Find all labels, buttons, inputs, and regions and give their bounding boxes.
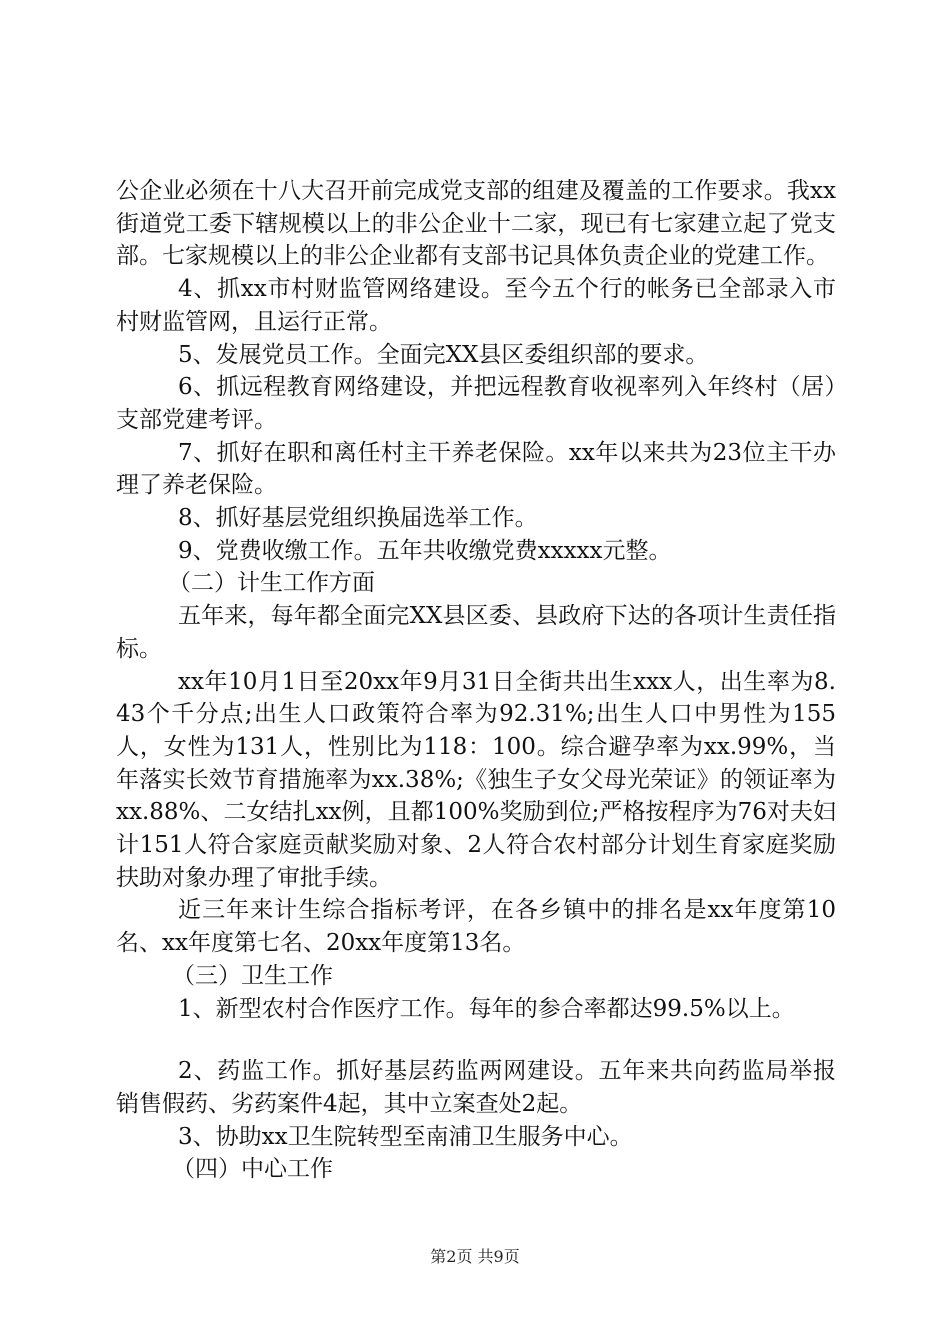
section-heading-family-planning: （二）计生工作方面 [168,570,375,597]
section-heading-central-work: （四）中心工作 [172,1156,333,1183]
paragraph-family-planning-ranking: 近三年来计生综合指标考评，在各乡镇中的排名是xx年度第10名、xx年度第七名、20xx年度第13名。 [116,897,836,957]
paragraph-item-8: 8、抓好基层党组织换届选举工作。 [178,505,538,532]
paragraph-item-7: 7、抓好在职和离任村主干养老保险。xx年以来共为23位主干办理了养老保险。 [116,439,836,499]
paragraph-item-6: 6、抓远程教育网络建设，并把远程教育收视率列入年终村（居）支部党建考评。 [116,374,836,433]
paragraph-continuation: 公企业必须在十八大召开前完成党支部的组建及覆盖的工作要求。我xx街道党工委下辖规模以上的非公企业十二家，现已有七家建立起了党支部。七家规模以上的非公企业都有支部书记具体负责企业的党建工作。 [116,178,836,270]
paragraph-family-planning-summary: 五年来，每年都全面完XX县区委、县政府下达的各项计生责任指标。 [116,603,836,662]
paragraph-health-item-2: 2、药监工作。抓好基层药监两网建设。五年来共向药监局举报销售假药、劣药案件4起，其中立案查处2起。 [116,1058,836,1117]
paragraph-item-5: 5、发展党员工作。全面完XX县区委组织部的要求。 [178,341,709,368]
document-body [116,175,836,1186]
paragraph-item-4: 4、抓xx市村财监管网络建设。至今五个行的帐务已全部录入市村财监管网，且运行正常。 [116,276,836,335]
section-heading-health: （三）卫生工作 [172,962,333,989]
paragraph-family-planning-stats: xx年10月1日至20xx年9月31日全街共出生xxx人，出生率为8.43个千分点;出生人口政策符合率为92.31%;出生人口中男性为155人，女性为131人，性别比为118：100。综合避孕率为xx.99%，当年落实长效节育措施率为xx.38%;《独生子女父母光荣证》的领证率为xx.88%、二女结扎xx例，且都100%奖励到位;严格按程序为76对夫妇计151人符合家庭贡献奖励对象、2人符合农村部分计划生育家庭奖励扶助对象办理了审批手续。 [116,668,836,891]
paragraph-health-item-3: 3、协助xx卫生院转型至南浦卫生服务中心。 [178,1123,633,1150]
paragraph-item-9: 9、党费收缴工作。五年共收缴党费xxxxx元整。 [178,537,672,564]
paragraph-health-item-1: 1、新型农村合作医疗工作。每年的参合率都达99.5%以上。 [178,995,795,1022]
page-footer: 第2页 共9页 [430,1247,520,1266]
